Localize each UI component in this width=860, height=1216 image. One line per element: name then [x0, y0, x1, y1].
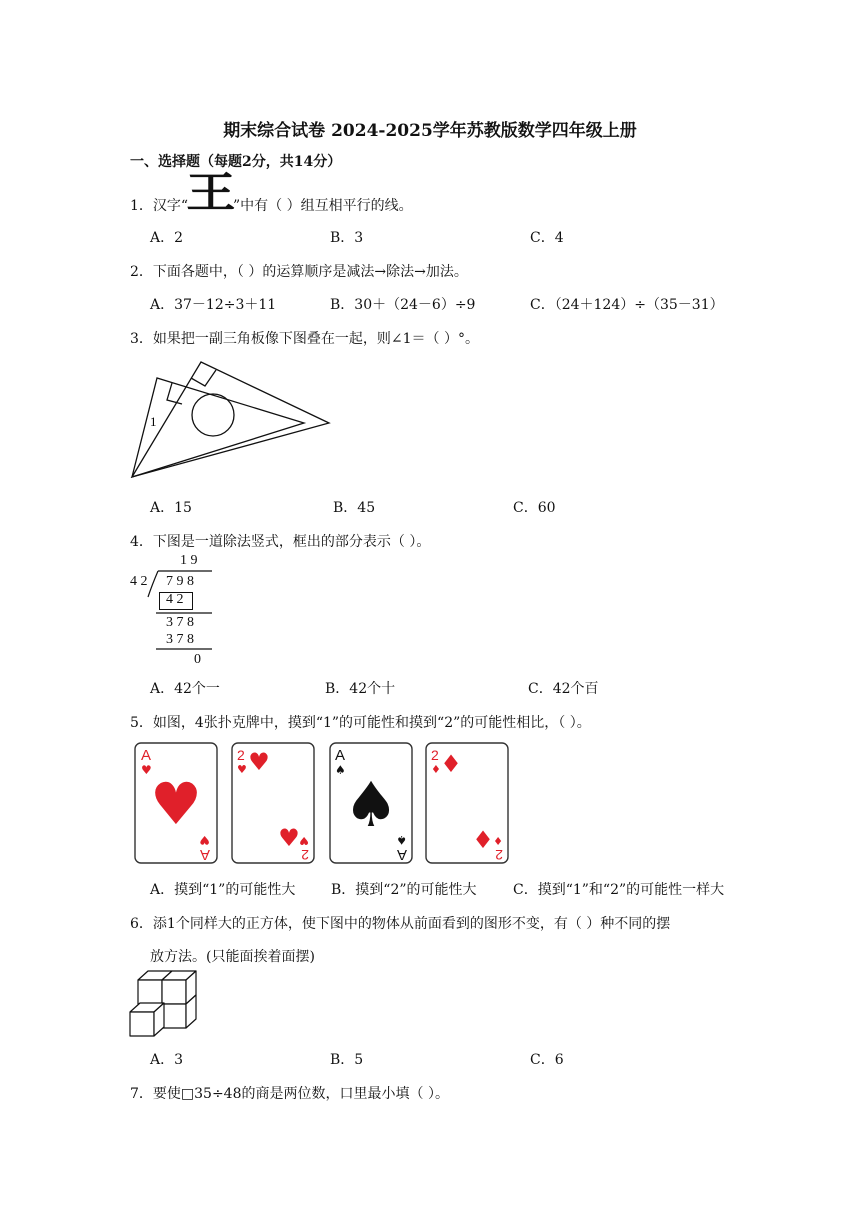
question-2-option-b: B．30＋（24－6）÷9: [330, 297, 476, 313]
division-dividend: 7 9 8: [166, 574, 194, 589]
question-1-character: 王: [186, 168, 236, 217]
question-5-text: 5．如图，4张扑克牌中，摸到“1”的可能性和摸到“2”的可能性相比，（ ）。: [130, 715, 591, 731]
question-6-option-a: A．3: [150, 1052, 184, 1068]
question-4-option-a: A．42个一: [150, 681, 220, 697]
playing-card-ace-spades: [329, 742, 413, 864]
playing-card-two-diamonds: [425, 742, 509, 864]
playing-card-two-hearts: [231, 742, 315, 864]
division-remainder: 0: [194, 652, 201, 667]
division-partial-remainder: 3 7 8: [166, 615, 194, 630]
card-2-pip-bottom-heart-icon: ♥: [278, 824, 300, 852]
card-1-center-heart-icon: ♥: [150, 770, 202, 838]
card-4-suit-small-top: ♦: [431, 763, 441, 776]
question-2-option-a: A．37－12÷3＋11: [150, 297, 277, 313]
question-7-text: 7．要使□35÷48的商是两位数，口里最小填（ ）。: [130, 1086, 449, 1102]
question-6-option-b: B．5: [330, 1052, 364, 1068]
cube-stack-figure: [128, 968, 203, 1040]
division-bracket-lines: [128, 553, 228, 671]
question-3-option-b: B．45: [333, 500, 376, 516]
card-1-rank-bottom: A: [199, 846, 210, 863]
question-5-option-c: C．摸到“1”和“2”的可能性一样大: [513, 882, 725, 898]
section-heading: 一、选择题（每题2分，共14分）: [130, 154, 342, 170]
card-4-pip-top-diamond-icon: ♦: [440, 750, 462, 778]
question-5-option-b: B．摸到“2”的可能性大: [331, 882, 477, 898]
card-4-suit-small-bottom: ♦: [493, 834, 503, 847]
playing-card-ace-hearts: [134, 742, 218, 864]
question-3-option-c: C．60: [513, 500, 556, 516]
question-2-text: 2．下面各题中，（ ）的运算顺序是减法→除法→加法。: [130, 264, 468, 280]
division-partial-product: 3 7 8: [166, 632, 194, 647]
question-4-option-b: B．42个十: [325, 681, 396, 697]
page-title: 期末综合试卷 2024-2025学年苏教版数学四年级上册: [223, 121, 637, 141]
card-2-suit-small-top: ♥: [237, 763, 247, 776]
card-4-pip-bottom-diamond-icon: ♦: [472, 826, 494, 854]
card-3-center-spade-icon: ♠: [343, 768, 399, 841]
question-4-option-c: C．42个百: [528, 681, 599, 697]
card-1-suit-bottom: ♥: [199, 833, 210, 847]
question-1-option-b: B．3: [330, 230, 364, 246]
question-4-text: 4．下图是一道除法竖式，框出的部分表示（ ）。: [130, 534, 431, 550]
card-1-rank-top: A: [141, 747, 152, 764]
triangle-ruler-figure: [128, 360, 333, 480]
card-2-rank-bottom: 2: [301, 847, 309, 863]
question-5-option-a: A．摸到“1”的可能性大: [150, 882, 296, 898]
question-1-option-c: C．4: [530, 230, 564, 246]
division-quotient: 1 9: [180, 553, 198, 568]
division-divisor: 4 2: [130, 574, 148, 589]
question-6-option-c: C．6: [530, 1052, 564, 1068]
question-1-suffix: ”中有（ ）组互相平行的线。: [233, 198, 413, 214]
question-1-prefix: 1．汉字“: [130, 198, 189, 214]
question-3-text: 3．如果把一副三角板像下图叠在一起，则∠1＝（ ）°。: [130, 331, 479, 347]
division-boxed-value: 4 2: [166, 592, 184, 607]
card-4-rank-bottom: 2: [495, 847, 503, 863]
question-3-option-a: A．15: [150, 500, 192, 516]
card-1-suit-top: ♥: [141, 763, 152, 777]
card-2-rank-top: 2: [237, 747, 245, 763]
question-6-line-1: 6．添1个同样大的正方体，使下图中的物体从前面看到的图形不变，有（ ）种不同的摆: [130, 916, 671, 932]
card-4-rank-top: 2: [431, 747, 439, 763]
question-2-option-c: C．（24＋124）÷（35－31）: [530, 297, 724, 313]
card-3-suit-bottom: ♠: [396, 833, 407, 847]
card-2-suit-small-bottom: ♥: [299, 834, 309, 847]
card-2-pip-top-heart-icon: ♥: [248, 748, 270, 776]
card-3-rank-top: A: [335, 747, 346, 764]
angle-1-label: 1: [150, 414, 157, 429]
long-division-figure: [128, 553, 228, 671]
question-1-option-a: A．2: [150, 230, 184, 246]
question-6-line-2: 放方法。(只能面挨着面摆): [150, 949, 315, 965]
card-3-rank-bottom: A: [396, 846, 407, 863]
card-3-suit-top: ♠: [335, 763, 346, 777]
